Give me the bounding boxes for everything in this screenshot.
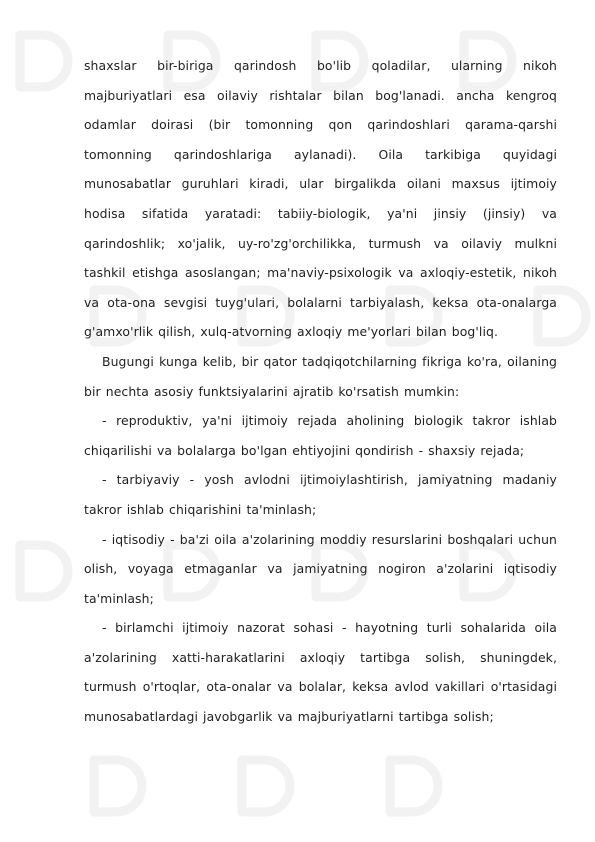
list-item-social-control-function: - birlamchi ijtimoiy nazorat sohasi - hayotning turli sohalarida oila a'zolarining xatti-harakatlarini axloqiy tartibga solish, shuningdek, turmush o'rtoqlar, ota-onalar va bolalar, keksa avlod vakillari o'rtasidagi munosabatlardagi javobgarlik va majburiyatlarni tartibga solish; (84, 620, 557, 725)
list-item-economic-function: - iqtisodiy - ba'zi oila a'zolarining moddiy resurslarini boshqalari uchun olish, voyaga etmaganlar va jamiyatning nogiron a'zolarini iqtisodiy ta'minlash; (84, 531, 557, 606)
paragraph-family-functions-intro: Bugungi kunga kelib, bir qator tadqiqotchilarning fikriga ko'ra, oilaning bir nechta asosiy funktsiyalarini ajratib ko'rsatish mumkin: (84, 353, 557, 399)
paragraph-family-relations: shaxslar bir-biriga qarindosh bo'lib qoladilar, ularning nikoh majburiyatlari esa oilaviy rishtalar bilan bog'lanadi. ancha kengroq odamlar doirasi (bir tomonning qon qarindoshlari qarama-qarshi tomonning qarindoshlariga aylanadi). Oila tarkibiga quyidagi munosabatlar guruhlari kiradi, ular birgalikda oilani maxsus ijtimoiy hodisa sifatida yaratadi: tabiiy-biologik, ya'ni jinsiy (jinsiy) va qarindoshlik; xo'jalik, uy-ro'zg'orchilikka, turmush va oilaviy mulkni tashkil etishga asoslangan; ma'naviy-psixologik va axloqiy-estetik, nikoh va ota-ona sevgisi tuyg'ulari, bolalarni tarbiyalash, keksa ota-onalarga g'amxo'rlik qilish, xulq-atvorning axloqiy me'yorlari bilan bog'liq. (84, 58, 557, 340)
list-item-educational-function: - tarbiyaviy - yosh avlodni ijtimoiylashtirish, jamiyatning madaniy takror ishlab chiqarishini ta'minlash; (84, 472, 557, 517)
document-body (84, 51, 557, 732)
list-item-reproductive-function: - reproduktiv, ya'ni ijtimoiy rejada aholining biologik takror ishlab chiqarilishi va bolalarga bo'lgan ehtiyojini qondirish - shaxsiy rejada; (84, 413, 557, 458)
